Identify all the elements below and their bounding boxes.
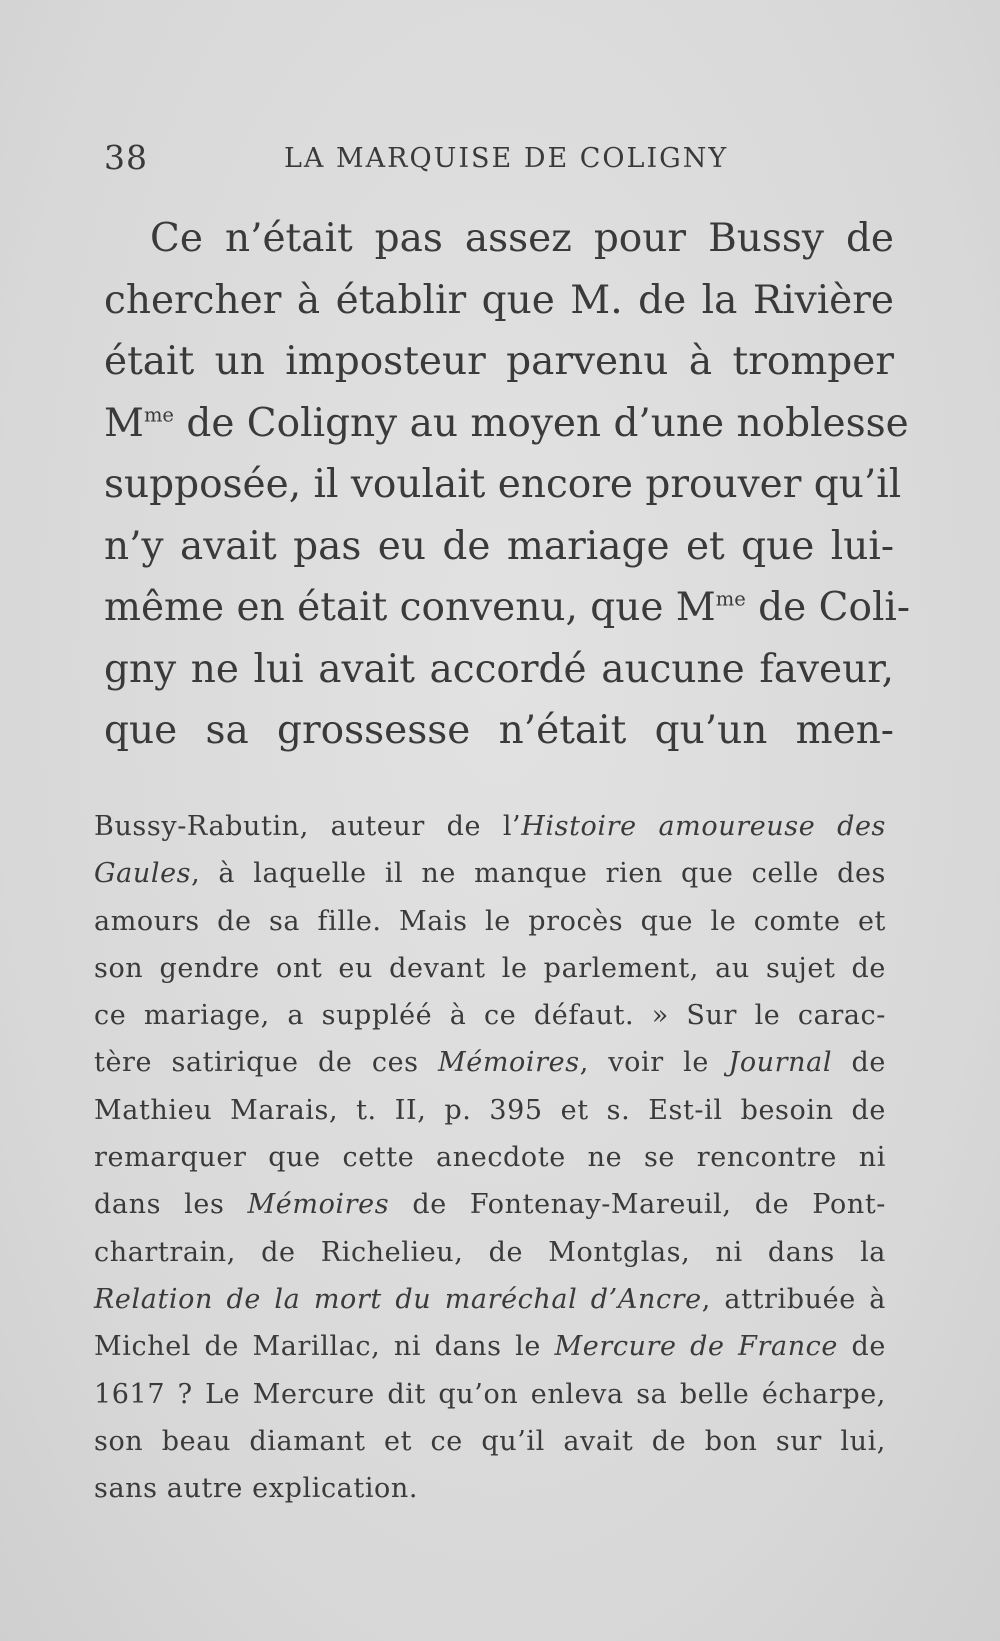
footnote-line-11 — [94, 1276, 886, 1323]
footnote-line-6-part-1: tère satirique de ces — [94, 1047, 439, 1079]
footnote-line-11-part-2: , attribuée à — [701, 1283, 886, 1315]
footnote-line-6-part-3: , voir le — [579, 1047, 729, 1079]
footnote-line-12-italic: Mercure de France — [554, 1331, 838, 1363]
footnote-line-8: remarquer que cette anecdote ne se rencontre ni — [94, 1142, 886, 1174]
footnote-line-6-italic-2: Journal — [728, 1047, 833, 1079]
footnote-line-12-part-1: Michel de Marillac, ni dans le — [94, 1331, 555, 1363]
footnote-line-13: 1617 ? Le Mercure dit qu’on enleva sa belle écharpe, — [94, 1378, 886, 1410]
running-head — [104, 138, 904, 178]
body-line-7-part-1: même en était convenu, que M — [104, 585, 716, 630]
body-line-3: était un imposteur parvenu à tromper — [104, 339, 894, 384]
footnote-line-2-part-2: , à laquelle il ne manque rien que celle des — [191, 858, 886, 890]
page-number: 38 — [104, 138, 148, 177]
superscript-abbreviation: me — [143, 402, 174, 426]
body-line-2: chercher à établir que M. de la Rivière — [104, 277, 894, 323]
footnote-line-9-italic: Mémoires — [247, 1189, 390, 1221]
main-text — [104, 208, 911, 762]
footnote-line-12 — [94, 1323, 886, 1370]
footnote-line-6-italic-1: Mémoires — [438, 1047, 580, 1079]
body-line-8: gny ne lui avait accordé aucune faveur, — [104, 646, 894, 692]
footnote-line-11-italic: Relation de la mort du maréchal d’Ancre — [94, 1283, 702, 1315]
footnote-line-1 — [94, 803, 886, 850]
footnote-line-2-italic: Gaules — [94, 858, 192, 890]
footnote — [94, 803, 886, 1512]
footnote-line-6-part-5: de — [832, 1047, 886, 1079]
body-line-4-part-1: M — [104, 400, 144, 446]
running-title: LA MARQUISE DE COLIGNY — [284, 143, 729, 174]
body-line-7-part-2: de Coli- — [745, 585, 911, 630]
footnote-line-15: sans autre explication. — [94, 1473, 419, 1505]
footnote-line-2 — [94, 850, 886, 897]
footnote-line-7: Mathieu Marais, t. II, p. 395 et s. Est-il besoin de — [94, 1094, 886, 1126]
footnote-line-1-part-1: Bussy-Rabutin, auteur de l’ — [94, 811, 522, 842]
body-line-4-part-2: de Coligny au moyen d’une noblesse — [173, 400, 909, 446]
footnote-line-6 — [94, 1039, 886, 1086]
footnote-line-14: son beau diamant et ce qu’il avait de bon sur lui, — [94, 1425, 886, 1457]
footnote-line-1-italic: Histoire amoureuse des — [521, 811, 886, 842]
footnote-line-9 — [94, 1181, 886, 1228]
body-line-9: que sa grossesse n’était qu’un men- — [104, 708, 894, 753]
body-line-1: Ce n’était pas assez pour Bussy de — [150, 216, 894, 261]
body-line-4 — [104, 393, 909, 455]
superscript-abbreviation: me — [715, 587, 746, 611]
body-line-7 — [104, 577, 911, 639]
body-line-6: n’y avait pas eu de mariage et que lui- — [104, 523, 894, 569]
footnote-line-9-part-1: dans les — [94, 1189, 248, 1221]
footnote-line-3: amours de sa fille. Mais le procès que le comte et — [94, 905, 886, 937]
footnote-line-5: ce mariage, a suppléé à ce défaut. » Sur le carac- — [94, 1000, 886, 1032]
footnote-line-10: chartrain, de Richelieu, de Montglas, ni dans la — [94, 1236, 886, 1268]
footnote-line-12-part-3: de — [837, 1331, 886, 1363]
body-line-5: supposée, il voulait encore prouver qu’il — [104, 462, 902, 507]
footnote-line-9-part-3: de Fontenay-Mareuil, de Pont- — [389, 1189, 886, 1221]
footnote-line-4: son gendre ont eu devant le parlement, au sujet de — [94, 952, 886, 984]
